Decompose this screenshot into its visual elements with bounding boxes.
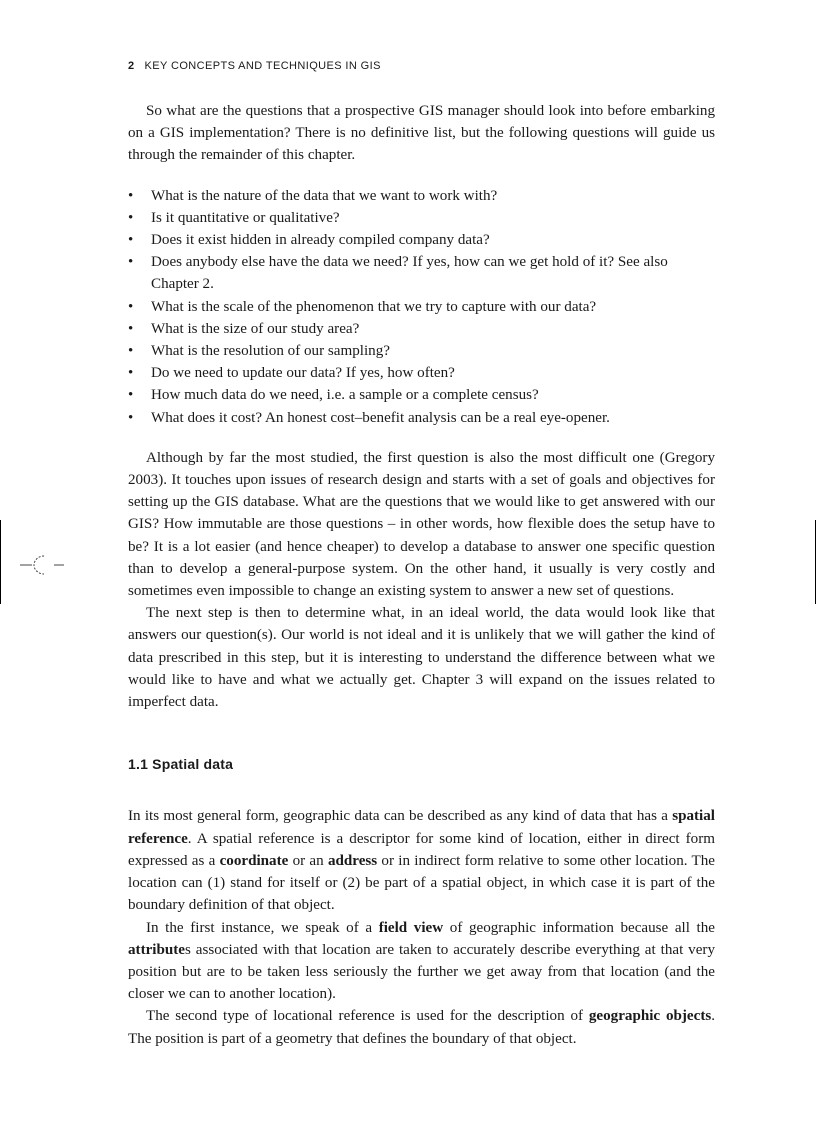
- term-spatial-reference: spatial reference: [128, 808, 715, 847]
- crop-mark-left: [0, 520, 1, 604]
- question-item: • Is it quantitative or qualitative?: [128, 207, 715, 229]
- question-item: • What is the scale of the phenomenon that we try to capture with our data?: [128, 296, 715, 318]
- paragraph-research-design: Although by far the most studied, the first question is also the most difficult one (Gregory 2003). It touches upon issues of research design and starts with a set of goals and objectives for setting up the GIS database. What are the questions that we would like to get answered with our GIS? How immutable are those questions – in other words, how flexible does the setup have to be? It is a lot easier (and hence cheaper) to develop a database to answer one specific question than to develop a general-purpose system. On the other hand, it usually is very costly and sometimes even impossible to change an existing system to answer a new set of questions.: [128, 449, 715, 600]
- question-item: • Does anybody else have the data we need? If yes, how can we get hold of it? See also Chapter 2.: [128, 251, 715, 295]
- term-field-view: field view: [378, 919, 444, 936]
- paragraph-ideal-data: The next step is then to determine what, in an ideal world, the data would look like that answers our question(s). Our world is not ideal and it is unlikely that we will gather the kind of data prescribed in this step, but it is interesting to understand the difference between what we would like to have and what we actually get. Chapter 3 will expand on the issues related to imperfect data.: [128, 605, 715, 711]
- paragraph-field-view: In the first instance, we speak of a field view of geographic information because all the attributes associated with that location are taken to accurately describe everything at that very position but are to be taken less seriously the further we get away from that location (and the closer we can to another location).: [128, 919, 715, 1003]
- running-title: KEY CONCEPTS AND TECHNIQUES IN GIS: [144, 60, 381, 72]
- section-heading: 1.1 Spatial data: [128, 756, 234, 773]
- question-item: • What is the size of our study area?: [128, 318, 715, 340]
- question-item: • Does it exist hidden in already compiled company data?: [128, 229, 715, 251]
- question-item: • What does it cost? An honest cost–benefit analysis can be a real eye-opener.: [128, 407, 715, 429]
- intro-paragraph: So what are the questions that a prospective GIS manager should look into before embarking on a GIS implementation? There is no definitive list, but the following questions will guide us through the remainder of this chapter.: [128, 103, 715, 164]
- term-coordinate: coordinate: [219, 852, 289, 869]
- question-item: • How much data do we need, i.e. a sample or a complete census?: [128, 384, 715, 406]
- question-item: • Do we need to update our data? If yes, how often?: [128, 362, 715, 384]
- term-address: address: [327, 852, 378, 869]
- question-item: • What is the resolution of our sampling?: [128, 340, 715, 362]
- registration-mark-icon: [20, 550, 66, 580]
- page-body: [128, 100, 715, 1050]
- paragraph-geographic-objects: The second type of locational reference is used for the description of geographic objects. The position is part of a geometry that defines the boundary of that object.: [128, 1008, 715, 1047]
- page-number: 2: [128, 60, 135, 72]
- paragraph-spatial-reference: In its most general form, geographic data can be described as any kind of data that has a spatial reference. A spatial reference is a descriptor for some kind of location, either in direct form expressed as a coordinate or an address or in indirect form relative to some other location. The location can (1) stand for itself or (2) be part of a spatial object, in which case it is part of the boundary definition of that object.: [128, 808, 715, 914]
- term-geographic-objects: geographic objects: [588, 1008, 712, 1025]
- question-item: • What is the nature of the data that we want to work with?: [128, 185, 715, 207]
- term-attribute: attribute: [128, 941, 186, 958]
- running-head: [128, 60, 381, 72]
- question-list: [128, 185, 715, 429]
